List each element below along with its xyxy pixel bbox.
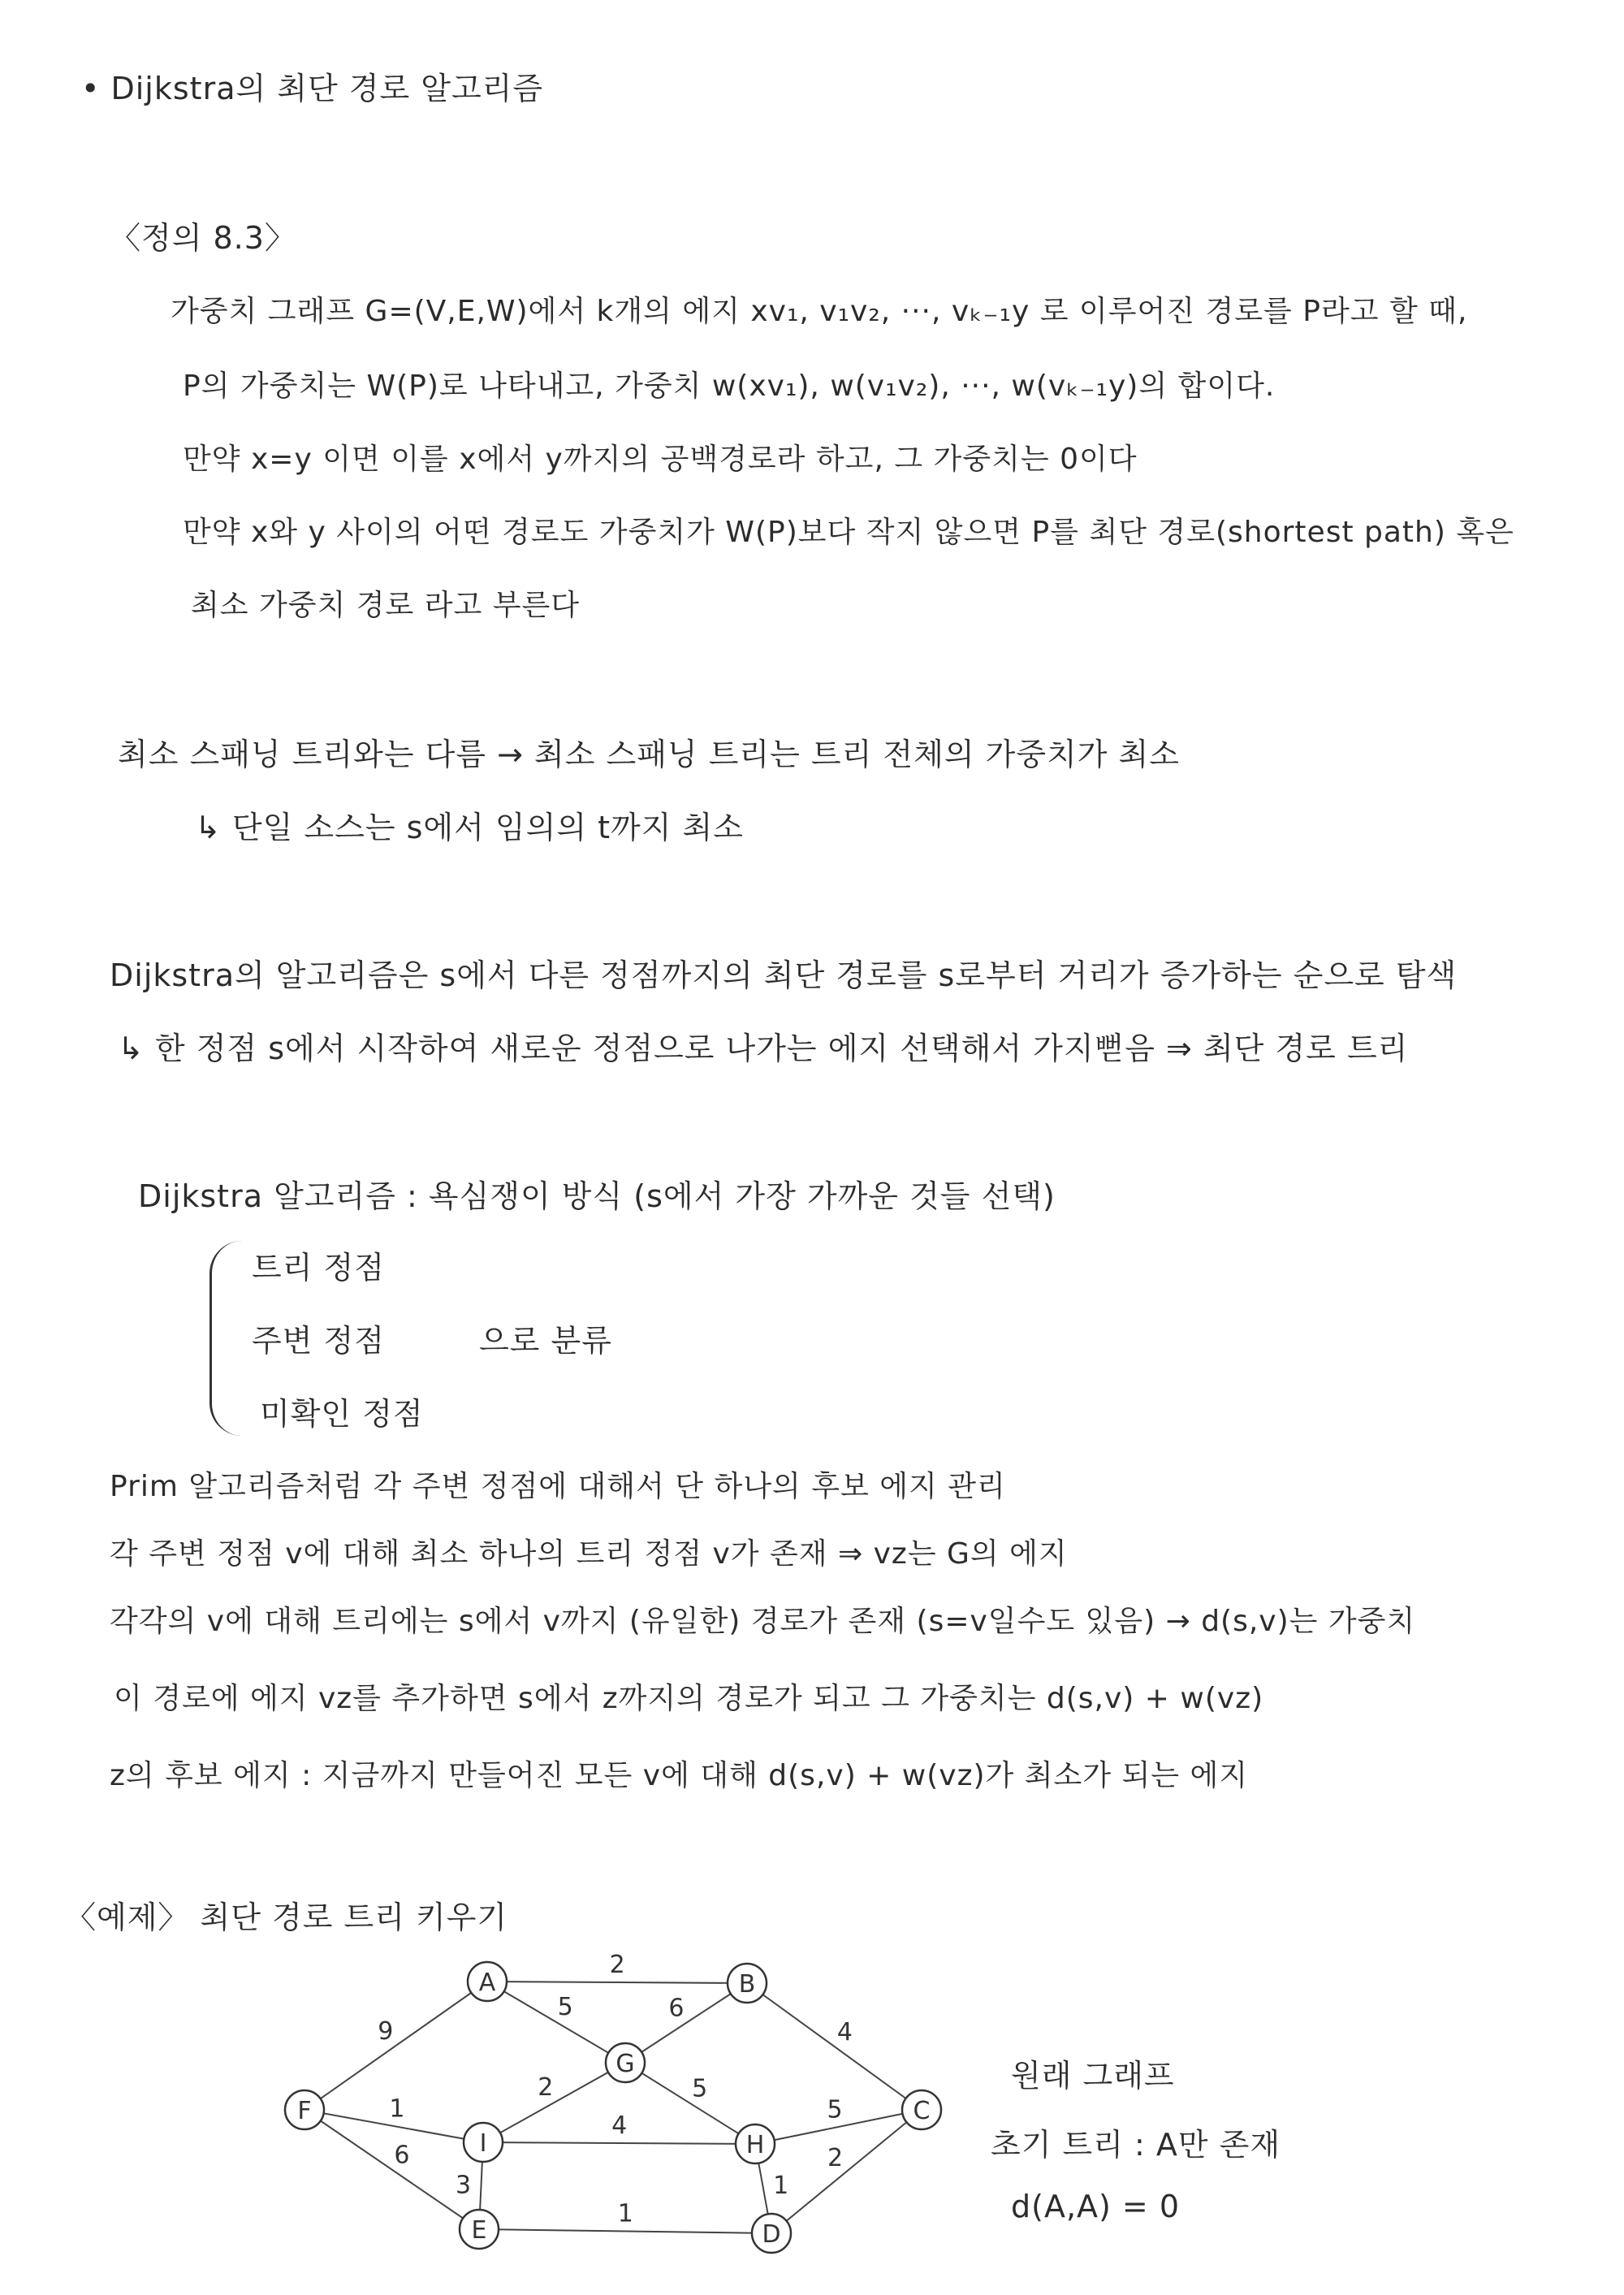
vertex-class-fringe: 주변 정점 [252,1323,385,1359]
edge-weight-C-D: 2 [827,2144,844,2173]
node-label: B [738,1970,756,1999]
node-label: E [471,2216,487,2245]
edge-A-B [487,1982,747,1983]
definition-line: P의 가중치는 W(P)로 나타내고, 가중치 w(xv₁), w(v₁v₂), ···, w(vₖ₋₁y)의 합이다. [183,370,1276,403]
body-line: 각 주변 정점 v에 대해 최소 하나의 트리 정점 v가 존재 ⇒ vz는 G의 에지 [110,1537,1068,1571]
node-I [464,2123,503,2162]
edge-weight-F-E: 6 [394,2141,410,2170]
edge-weight-H-C: 5 [827,2095,843,2124]
body-line: Prim 알고리즘처럼 각 주변 정점에 대해서 단 하나의 후보 에지 관리 [110,1470,1006,1503]
node-E [460,2210,499,2249]
example-note-initial-tree: 초기 트리 : A만 존재 [991,2127,1281,2163]
node-D [752,2214,791,2253]
body-line: z의 후보 에지 : 지금까지 만들어진 모든 v에 대해 d(s,v) + w(vz)가 최소가 되는 에지 [110,1759,1249,1792]
edge-weight-I-E: 3 [455,2171,472,2200]
node-label: I [479,2129,487,2158]
classify-label: 으로 분류 [479,1323,612,1359]
classification-brace [209,1241,244,1436]
definition-line: 가중치 그래프 G=(V,E,W)에서 k개의 에지 xv₁, v₁v₂, ···, vₖ₋₁y 로 이루어진 경로를 P라고 할 때, [171,295,1468,328]
edge-A-G [487,1982,625,2063]
weighted-graph [268,1933,983,2274]
node-F [285,2090,324,2129]
node-label: F [297,2097,312,2125]
mst-subnote: ↳ 단일 소스는 s에서 임의의 t까지 최소 [195,810,744,845]
edge-weight-A-G: 5 [557,1993,573,2022]
edge-weight-E-D: 1 [617,2199,633,2228]
edge-weight-F-I: 1 [389,2094,405,2124]
node-C [902,2090,941,2129]
vertex-class-unseen: 미확인 정점 [260,1396,424,1432]
definition-line: 만약 x와 y 사이의 어떤 경로도 가중치가 W(P)보다 작지 않으면 P를 최단 경로(shortest path) 혹은 [183,516,1514,549]
edge-G-H [625,2063,755,2144]
node-label: H [745,2131,765,2159]
edge-weight-B-G: 6 [668,1994,685,2023]
edge-G-I [483,2063,628,2142]
definition-line: 만약 x=y 이면 이를 x에서 y까지의 공백경로라 하고, 그 가중치는 0이다 [183,443,1138,476]
dijkstra-subnote: ↳ 한 정점 s에서 시작하여 새로운 정점으로 나가는 에지 선택해서 가지뻗음 ⇒ 최단 경로 트리 [118,1031,1409,1066]
edge-B-C [747,1983,922,2110]
dijkstra-note: Dijkstra의 알고리즘은 s에서 다른 정점까지의 최단 경로를 s로부터 거리가 증가하는 순으로 탐색 [110,957,1458,993]
vertex-class-tree: 트리 정점 [252,1250,385,1286]
node-H [736,2124,775,2163]
example-note-original: 원래 그래프 [1011,2058,1175,2094]
node-label: A [478,1969,496,1997]
definition-line: 최소 가중치 경로 라고 부른다 [191,589,581,622]
edge-A-F [304,1982,487,2110]
edge-weight-I-H: 4 [611,2111,628,2141]
body-line: 이 경로에 에지 vz를 추가하면 s에서 z까지의 경로가 되고 그 가중치는 d(s,v) + w(vz) [114,1682,1264,1715]
definition-heading: 〈정의 8.3〉 [110,220,296,256]
page-title: • Dijkstra의 최단 경로 알고리즘 [81,71,544,106]
edge-B-G [625,1983,747,2063]
node-A [468,1962,507,2001]
edge-weight-A-F: 9 [378,2016,394,2046]
edge-C-D [771,2110,922,2233]
mst-note: 최소 스패닝 트리와는 다름 → 최소 스패닝 트리는 트리 전체의 가중치가 최소 [118,737,1180,772]
node-G [606,2043,645,2082]
edge-weight-H-D: 1 [773,2172,789,2201]
body-line: 각각의 v에 대해 트리에는 s에서 v까지 (유일한) 경로가 존재 (s=v일수도 있음) → d(s,v)는 가중치 [110,1605,1416,1638]
edge-F-E [304,2110,479,2229]
node-label: C [913,2097,931,2125]
edge-weight-B-C: 4 [836,2018,853,2047]
edge-weight-G-H: 5 [692,2074,708,2103]
node-B [728,1964,767,2003]
example-heading: 〈예제〉 최단 경로 트리 키우기 [65,1900,508,1935]
edge-weight-G-I: 2 [538,2072,554,2102]
node-label: D [762,2220,781,2249]
edge-weight-A-B: 2 [609,1951,625,1980]
edge-E-D [479,2229,771,2233]
edge-I-H [483,2142,755,2144]
greedy-line: Dijkstra 알고리즘 : 욕심쟁이 방식 (s에서 가장 가까운 것들 선택) [138,1178,1056,1214]
node-label: G [615,2050,635,2078]
example-note-distance: d(A,A) = 0 [1011,2189,1181,2224]
